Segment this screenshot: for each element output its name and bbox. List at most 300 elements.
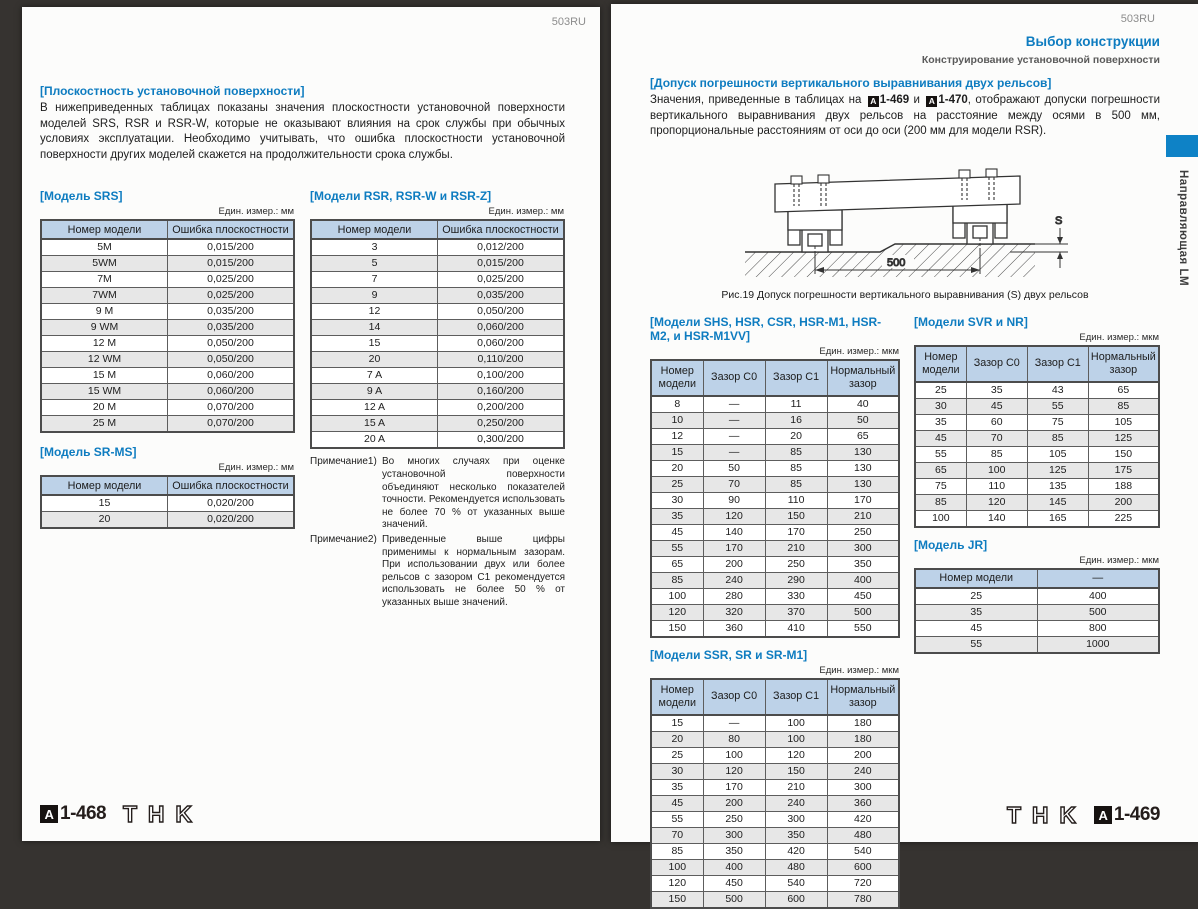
table-cell: 0,025/200 (168, 272, 295, 288)
table-cell: 170 (703, 540, 765, 556)
table-cell: 14 (311, 320, 438, 336)
svr-table (914, 345, 1160, 528)
table-cell: 20 (41, 512, 168, 529)
table-cell: 500 (703, 891, 765, 908)
table-cell: 0,110/200 (438, 352, 565, 368)
table-row (41, 304, 294, 320)
table-cell: 0,015/200 (168, 239, 295, 256)
table-cell: 55 (651, 811, 703, 827)
shs-table (650, 359, 900, 638)
column-header: Номер модели (651, 360, 703, 396)
rsr-unit-label: Един. измер.: мм (488, 206, 564, 218)
table-cell: 15 (41, 495, 168, 512)
page-ref-1: 1-469 (879, 94, 910, 106)
table-cell: 0,060/200 (438, 320, 565, 336)
table-cell: 290 (765, 572, 827, 588)
table-cell: 120 (703, 763, 765, 779)
jr-unit-label: Един. измер.: мкм (1079, 554, 1159, 566)
table-cell: 300 (703, 827, 765, 843)
table-cell: 170 (703, 779, 765, 795)
table-cell: 320 (703, 604, 765, 620)
rail-alignment-diagram (730, 150, 1080, 282)
table-row (651, 875, 899, 891)
table-row (41, 288, 294, 304)
table-cell: 240 (703, 572, 765, 588)
table-cell: 540 (765, 875, 827, 891)
table-row (41, 495, 294, 512)
table-cell: 30 (651, 492, 703, 508)
left-footer (40, 801, 196, 827)
table-cell: 85 (651, 572, 703, 588)
table-row (41, 352, 294, 368)
table-row (311, 400, 564, 416)
table-cell: 25 (651, 747, 703, 763)
section-side-label: Направляющая LM (1177, 170, 1189, 287)
table-cell: 65 (651, 556, 703, 572)
right-page (611, 4, 1198, 905)
column-header: Нормальный зазор (1088, 346, 1159, 382)
column-header: Нормальный зазор (827, 360, 899, 396)
column-header: Номер модели (651, 679, 703, 715)
page-number-text: 1-469 (1113, 804, 1160, 825)
table-cell: 350 (765, 827, 827, 843)
table-row (915, 478, 1159, 494)
table-cell: 25 (651, 476, 703, 492)
table-cell: 330 (765, 588, 827, 604)
left-column (40, 189, 295, 611)
table-cell: 780 (827, 891, 899, 908)
table-cell: 480 (765, 859, 827, 875)
table-header-row (651, 360, 899, 396)
table-cell: 0,050/200 (438, 304, 565, 320)
table-header-row (311, 220, 564, 239)
jr-table (914, 568, 1160, 654)
table-cell: 0,070/200 (168, 416, 295, 433)
note-2-text: Приведенные выше цифры применимы к нормальным зазорам. При использовании двух или более рельсов с зазором C1 рекомендуется использовать не более 50 % от указанных выше значений. (382, 533, 565, 608)
table-cell: 250 (765, 556, 827, 572)
table-cell: 65 (827, 428, 899, 444)
table-cell: 145 (1027, 494, 1088, 510)
table-cell: 9 (311, 288, 438, 304)
left-page (22, 7, 600, 841)
table-row (651, 476, 899, 492)
table-cell: 300 (827, 779, 899, 795)
table-cell: 0,050/200 (168, 336, 295, 352)
column-header: Зазор C0 (703, 360, 765, 396)
table-cell: 400 (703, 859, 765, 875)
table-cell: 55 (915, 636, 1037, 653)
table-cell: 110 (966, 478, 1027, 494)
table-row (915, 398, 1159, 414)
table-row (41, 384, 294, 400)
table-cell: 85 (651, 843, 703, 859)
table-row (651, 731, 899, 747)
table-cell: 20 (765, 428, 827, 444)
right-column (310, 189, 565, 611)
table-cell: 360 (827, 795, 899, 811)
table-cell: 0,250/200 (438, 416, 565, 432)
table-row (651, 859, 899, 875)
page-number (40, 803, 106, 825)
table-cell: 9 M (41, 304, 168, 320)
figure-caption: Рис.19 Допуск погрешности вертикального выравнивания (S) двух рельсов (721, 288, 1089, 301)
table-header-row (651, 679, 899, 715)
table-row (651, 715, 899, 732)
table-cell: 130 (827, 476, 899, 492)
table-cell: 0,025/200 (168, 288, 295, 304)
notes-block (310, 456, 565, 609)
ssr-unit-label: Един. измер.: мкм (819, 664, 899, 676)
table-cell: 165 (1027, 510, 1088, 527)
table-cell: 0,070/200 (168, 400, 295, 416)
figure-19 (720, 150, 1090, 301)
table-cell: 550 (827, 620, 899, 637)
table-cell: 5 (311, 256, 438, 272)
table-cell: 35 (915, 414, 966, 430)
note-1-text: Во многих случаях при оценке установочной поверхности объединяют несколько показателей точности. Рекомендуется использовать не более 70 % от указанных выше значений. (382, 456, 565, 531)
table-row (915, 620, 1159, 636)
table-cell: 250 (703, 811, 765, 827)
table-row (651, 444, 899, 460)
table-cell: 0,200/200 (438, 400, 565, 416)
table-row (311, 256, 564, 272)
table-cell: 800 (1037, 620, 1159, 636)
table-cell: 0,012/200 (438, 239, 565, 256)
table-cell: 300 (827, 540, 899, 556)
table-cell: 70 (651, 827, 703, 843)
table-row (651, 572, 899, 588)
right-page-left-column (650, 315, 900, 909)
table-cell: 120 (703, 508, 765, 524)
table-row (311, 304, 564, 320)
page-number (1094, 804, 1160, 826)
table-cell: 150 (651, 620, 703, 637)
table-cell: 15 WM (41, 384, 168, 400)
table-row (651, 540, 899, 556)
table-cell: 150 (765, 508, 827, 524)
column-header: Ошибка плоскостности (168, 220, 295, 239)
table-cell: 120 (765, 747, 827, 763)
table-cell: 120 (651, 604, 703, 620)
table-cell: 500 (827, 604, 899, 620)
table-cell: 720 (827, 875, 899, 891)
table-cell: 60 (966, 414, 1027, 430)
column-header: Зазор C1 (1027, 346, 1088, 382)
note-1-label: Примечание1) (310, 456, 377, 468)
table-cell: 210 (827, 508, 899, 524)
table-cell: 200 (703, 556, 765, 572)
table-row (915, 494, 1159, 510)
table-cell: 9 A (311, 384, 438, 400)
table-cell: 25 (915, 588, 1037, 605)
table-cell: 100 (966, 462, 1027, 478)
srms-unit-label: Един. измер.: мм (218, 462, 294, 474)
table-cell: 100 (651, 588, 703, 604)
table-cell: 170 (765, 524, 827, 540)
table-cell: 100 (915, 510, 966, 527)
table-cell: 12 WM (41, 352, 168, 368)
table-cell: 0,035/200 (168, 304, 295, 320)
table-cell: 450 (827, 588, 899, 604)
table-row (41, 416, 294, 433)
table-row (41, 336, 294, 352)
table-cell: 7M (41, 272, 168, 288)
table-cell: 0,060/200 (168, 368, 295, 384)
table-cell: 250 (827, 524, 899, 540)
table-row (651, 747, 899, 763)
table-cell: 360 (703, 620, 765, 637)
table-cell: 1000 (1037, 636, 1159, 653)
table-cell: 150 (651, 891, 703, 908)
table-cell: 420 (827, 811, 899, 827)
table-cell: 7WM (41, 288, 168, 304)
table-cell: 12 M (41, 336, 168, 352)
svg-text:S: S (1055, 214, 1063, 227)
shs-table-heading: [Модели SHS, HSR, CSR, HSR-M1, HSR-M2, и HSR-M1VV] (650, 314, 882, 343)
ssr-table-heading: [Модели SSR, SR и SR-M1] (650, 647, 808, 662)
table-cell: 50 (703, 460, 765, 476)
table-cell: 9 WM (41, 320, 168, 336)
table-cell: 240 (827, 763, 899, 779)
table-cell: 85 (1088, 398, 1159, 414)
table-cell: 20 (651, 460, 703, 476)
table-cell: 125 (1027, 462, 1088, 478)
table-row (41, 400, 294, 416)
svg-text:THK: THK (1006, 802, 1077, 828)
table-cell: 45 (651, 524, 703, 540)
table-row (41, 320, 294, 336)
table-cell: 0,020/200 (168, 512, 295, 529)
column-header: Зазор C1 (765, 679, 827, 715)
table-cell: 200 (827, 747, 899, 763)
table-cell: 25 M (41, 416, 168, 433)
table-cell: 65 (915, 462, 966, 478)
table-row (651, 588, 899, 604)
table-cell: 135 (1027, 478, 1088, 494)
table-cell: 540 (827, 843, 899, 859)
ssr-table (650, 678, 900, 909)
table-cell: 120 (651, 875, 703, 891)
column-header: — (1037, 569, 1159, 588)
table-cell: 0,050/200 (168, 352, 295, 368)
table-cell: — (703, 396, 765, 413)
table-row (915, 414, 1159, 430)
column-header: Зазор C1 (765, 360, 827, 396)
table-cell: 70 (703, 476, 765, 492)
table-cell: 35 (966, 382, 1027, 399)
table-cell: 15 A (311, 416, 438, 432)
table-cell: 85 (765, 444, 827, 460)
table-cell: 0,025/200 (438, 272, 565, 288)
srs-table-heading: [Модель SRS] (40, 189, 123, 204)
table-cell: 100 (703, 747, 765, 763)
table-row (651, 412, 899, 428)
column-header: Ошибка плоскостности (168, 476, 295, 495)
table-cell: 45 (915, 430, 966, 446)
table-cell: 90 (703, 492, 765, 508)
srms-table-heading: [Модель SR-MS] (40, 445, 137, 460)
jr-table-heading: [Модель JR] (914, 537, 988, 552)
table-cell: 410 (765, 620, 827, 637)
table-row (651, 620, 899, 637)
table-cell: 5M (41, 239, 168, 256)
table-row (41, 512, 294, 529)
table-cell: 140 (703, 524, 765, 540)
table-cell: 85 (1027, 430, 1088, 446)
column-header: Номер модели (41, 476, 168, 495)
page-code: 503RU (551, 16, 586, 28)
chapter-subtitle: Конструирование установочной поверхности (921, 54, 1160, 66)
table-row (311, 432, 564, 449)
table-cell: — (703, 428, 765, 444)
page-code: 503RU (1120, 13, 1155, 25)
table-cell: 200 (703, 795, 765, 811)
table-header-row (41, 220, 294, 239)
flatness-section-heading: [Плоскостность установочной поверхности] (40, 84, 305, 98)
table-cell: 480 (827, 827, 899, 843)
ref-a-icon: A (868, 96, 879, 107)
table-cell: 12 A (311, 400, 438, 416)
table-cell: 110 (765, 492, 827, 508)
table-cell: 0,300/200 (438, 432, 565, 449)
table-cell: 25 (915, 382, 966, 399)
ref-a-icon: A (926, 96, 937, 107)
column-header: Ошибка плоскостности (438, 220, 565, 239)
table-cell: 20 (311, 352, 438, 368)
table-cell: 30 (915, 398, 966, 414)
table-cell: 12 (311, 304, 438, 320)
table-row (311, 239, 564, 256)
note-2 (310, 534, 565, 610)
table-cell: 200 (1088, 494, 1159, 510)
table-cell: 100 (651, 859, 703, 875)
rsr-table (310, 219, 565, 449)
table-row (915, 588, 1159, 605)
column-header: Зазор C0 (966, 346, 1027, 382)
table-row (651, 524, 899, 540)
table-cell: 140 (966, 510, 1027, 527)
table-cell: 20 (651, 731, 703, 747)
table-cell: 400 (1037, 588, 1159, 605)
table-cell: 85 (765, 476, 827, 492)
table-cell: 180 (827, 715, 899, 732)
rsr-table-heading: [Модели RSR, RSR-W и RSR-Z] (310, 189, 492, 204)
table-cell: 500 (1037, 604, 1159, 620)
table-cell: 125 (1088, 430, 1159, 446)
table-cell: 15 M (41, 368, 168, 384)
table-cell: 15 (651, 444, 703, 460)
table-cell: 85 (765, 460, 827, 476)
table-row (915, 636, 1159, 653)
table-cell: 70 (966, 430, 1027, 446)
table-cell: 75 (915, 478, 966, 494)
table-row (311, 272, 564, 288)
table-cell: 130 (827, 444, 899, 460)
table-row (915, 462, 1159, 478)
thk-logo (120, 801, 196, 827)
table-cell: 45 (915, 620, 1037, 636)
table-cell: 225 (1088, 510, 1159, 527)
table-cell: 240 (765, 795, 827, 811)
table-cell: 0,060/200 (168, 384, 295, 400)
table-cell: — (703, 444, 765, 460)
table-row (651, 556, 899, 572)
table-cell: 105 (1027, 446, 1088, 462)
table-cell: 75 (1027, 414, 1088, 430)
table-cell: 105 (1088, 414, 1159, 430)
table-cell: 100 (765, 731, 827, 747)
table-cell: 600 (765, 891, 827, 908)
table-cell: 45 (651, 795, 703, 811)
table-cell: 370 (765, 604, 827, 620)
table-row (651, 428, 899, 444)
table-cell: 85 (915, 494, 966, 510)
table-cell: 600 (827, 859, 899, 875)
table-header-row (41, 476, 294, 495)
table-row (41, 272, 294, 288)
table-cell: 0,020/200 (168, 495, 295, 512)
table-cell: 170 (827, 492, 899, 508)
page-number-text: 1-468 (60, 803, 107, 824)
srs-table (40, 219, 295, 433)
table-cell: 43 (1027, 382, 1088, 399)
table-cell: 8 (651, 396, 703, 413)
alignment-section-heading: [Допуск погрешности вертикального выравнивания двух рельсов] (650, 76, 1052, 90)
table-cell: 65 (1088, 382, 1159, 399)
table-cell: 55 (1027, 398, 1088, 414)
table-cell: 280 (703, 588, 765, 604)
table-cell: 50 (827, 412, 899, 428)
table-cell: 85 (966, 446, 1027, 462)
table-cell: 5WM (41, 256, 168, 272)
srms-table (40, 475, 295, 529)
table-cell: 100 (765, 715, 827, 732)
svg-text:THK: THK (123, 801, 194, 827)
table-cell: 0,060/200 (438, 336, 565, 352)
table-cell: 300 (765, 811, 827, 827)
chapter-title: Выбор конструкции (1025, 34, 1160, 49)
table-cell: 180 (827, 731, 899, 747)
table-row (311, 352, 564, 368)
table-cell: 12 (651, 428, 703, 444)
table-cell: 188 (1088, 478, 1159, 494)
srs-unit-label: Един. измер.: мм (218, 206, 294, 218)
svg-text:500: 500 (887, 256, 906, 269)
table-header-row (915, 346, 1159, 382)
table-row (311, 384, 564, 400)
table-cell: 420 (765, 843, 827, 859)
table-row (41, 368, 294, 384)
table-cell: — (703, 715, 765, 732)
table-row (651, 763, 899, 779)
table-row (651, 492, 899, 508)
table-cell: 120 (966, 494, 1027, 510)
table-cell: 0,015/200 (168, 256, 295, 272)
table-cell: 11 (765, 396, 827, 413)
table-cell: 15 (651, 715, 703, 732)
right-footer (1004, 802, 1160, 828)
table-row (41, 239, 294, 256)
table-cell: 16 (765, 412, 827, 428)
table-row (651, 891, 899, 908)
table-cell: 3 (311, 239, 438, 256)
table-cell: 35 (915, 604, 1037, 620)
table-row (651, 827, 899, 843)
table-row (311, 416, 564, 432)
table-cell: — (703, 412, 765, 428)
column-header: Номер модели (311, 220, 438, 239)
flatness-section-body: В нижеприведенных таблицах показаны значения плоскостности установочной поверхности моделей SRS, RSR и RSR-W, которые не оказывают влияния на срок службы при обычных условиях эксплуатации. Необходимо учитывать, что ошибка плоскостности установочной поверхности других моделей скажется на продолжительности срока службы. (40, 102, 565, 161)
